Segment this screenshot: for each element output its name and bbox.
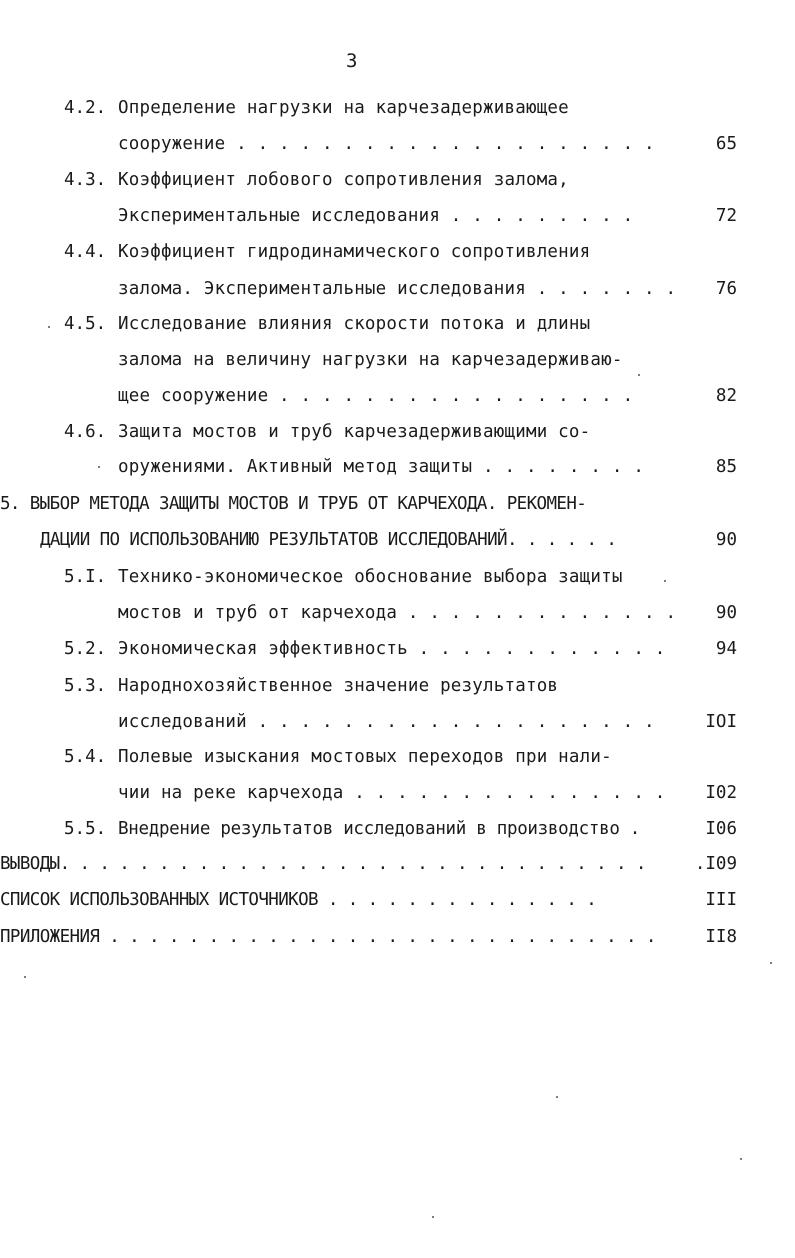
chapter-title-cont: ДАЦИИ ПО ИСПОЛЬЗОВАНИЮ РЕЗУЛЬТАТОВ ИССЛЕДОВАНИЙ. . . . . .	[40, 530, 617, 550]
page-number: 3	[346, 50, 358, 72]
entry-title: Экономическая эффективность . . . . . . . . . . . .	[118, 639, 666, 659]
entry-page: I02	[705, 783, 737, 803]
section-title: ВЫВОДЫ. . . . . . . . . . . . . . . . . . . . . . . . . . . . . .	[0, 854, 646, 874]
entry-number: 5.2.	[64, 639, 107, 659]
entry-title: Полевые изыскания мостовых переходов при нали-	[118, 747, 612, 767]
entry-page: .I09	[694, 854, 737, 874]
scan-speck	[24, 976, 26, 978]
entry-title-cont: залома на величину нагрузки на карчезадерживаю-	[118, 350, 623, 370]
scan-speck	[432, 1216, 434, 1218]
scan-speck	[556, 1096, 558, 1098]
entry-number: 4.6.	[64, 422, 107, 442]
entry-title-cont: Экспериментальные исследования . . . . . . . . .	[118, 206, 634, 226]
chapter-title: 5. ВЫБОР МЕТОДА ЗАЩИТЫ МОСТОВ И ТРУБ ОТ КАРЧЕХОДА. РЕКОМЕН-	[0, 494, 587, 514]
entry-title-cont: залома. Экспериментальные исследования . . . . . . .	[118, 279, 677, 299]
entry-number: 5.4.	[64, 747, 107, 767]
entry-page: 72	[715, 206, 737, 226]
entry-number: 4.5.	[64, 314, 107, 334]
entry-page: III	[705, 890, 737, 910]
entry-page: 82	[715, 386, 737, 406]
entry-page: 90	[715, 603, 737, 623]
entry-title: Защита мостов и труб карчезадерживающими со-	[118, 422, 591, 442]
entry-title: Внедрение результатов исследований в производство .	[118, 819, 641, 839]
entry-title-cont: щее сооружение . . . . . . . . . . . . . . . . .	[118, 386, 634, 406]
entry-title-cont: мостов и труб от карчехода . . . . . . . . . . . . .	[118, 603, 677, 623]
scan-speck	[664, 580, 666, 582]
section-title: ПРИЛОЖЕНИЯ . . . . . . . . . . . . . . . . . . . . . . . . . . . .	[0, 927, 656, 947]
entry-page: IOI	[705, 712, 737, 732]
entry-title: Определение нагрузки на карчезадерживающее	[118, 98, 569, 118]
scan-speck	[638, 374, 640, 376]
entry-title: Технико-экономическое обоснование выбора защиты	[118, 567, 623, 587]
entry-title: Коэффициент лобового сопротивления залома,	[118, 170, 569, 190]
entry-title-cont: исследований . . . . . . . . . . . . . . . . . . .	[118, 712, 655, 732]
scan-speck	[48, 326, 50, 328]
entry-title-cont: сооружение . . . . . . . . . . . . . . . . . . . .	[118, 134, 655, 154]
entry-title: Коэффициент гидродинамического сопротивления	[118, 242, 591, 262]
entry-number: 4.3.	[64, 170, 107, 190]
scan-speck	[98, 466, 100, 468]
entry-number: 4.4.	[64, 242, 107, 262]
entry-number: 5.I.	[64, 567, 107, 587]
entry-page: 90	[715, 530, 737, 550]
entry-title-cont: чии на реке карчехода . . . . . . . . . . . . . . .	[118, 783, 666, 803]
entry-title-cont: оружениями. Активный метод защиты . . . . . . . .	[118, 457, 645, 477]
scan-speck	[770, 962, 772, 964]
section-title: СПИСОК ИСПОЛЬЗОВАННЫХ ИСТОЧНИКОВ . . . . . . . . . . . . . .	[0, 890, 597, 910]
entry-title: Исследование влияния скорости потока и длины	[118, 314, 591, 334]
scan-speck	[740, 1158, 742, 1160]
entry-page: II8	[705, 927, 737, 947]
entry-page: 94	[715, 639, 737, 659]
entry-title: Народнохозяйственное значение результатов	[118, 676, 559, 696]
entry-number: 5.5.	[64, 819, 107, 839]
entry-page: 65	[715, 134, 737, 154]
entry-page: I06	[705, 819, 737, 839]
entry-page: 76	[715, 279, 737, 299]
entry-number: 5.3.	[64, 676, 107, 696]
entry-page: 85	[715, 457, 737, 477]
entry-number: 4.2.	[64, 98, 107, 118]
